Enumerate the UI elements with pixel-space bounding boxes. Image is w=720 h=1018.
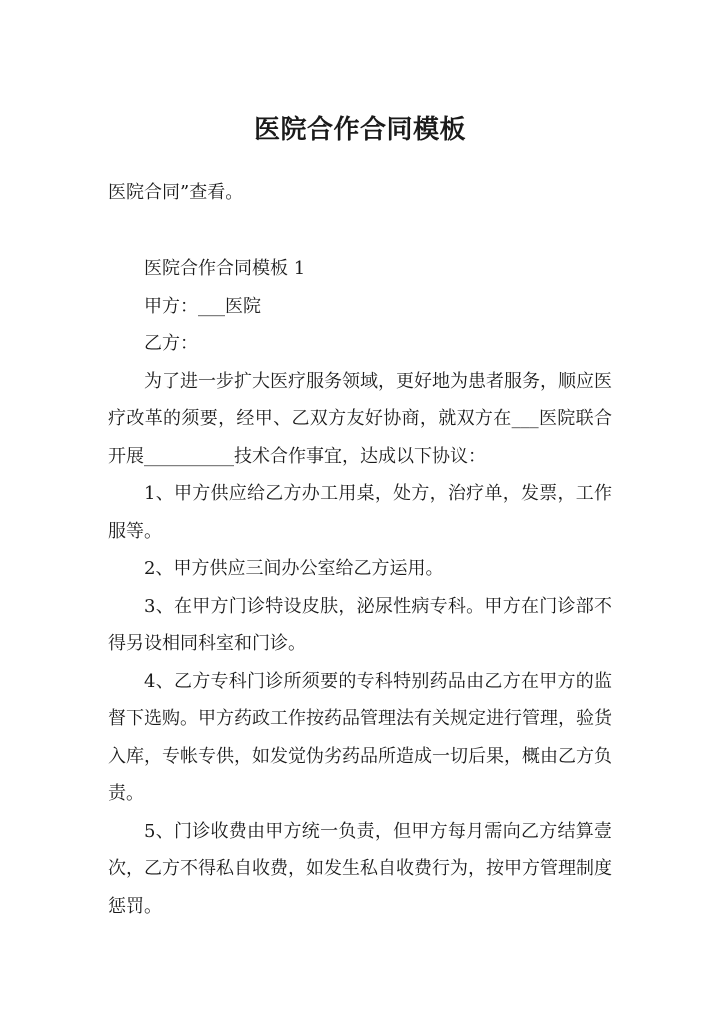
preamble-paragraph: 为了进一步扩大医疗服务领域，更好地为患者服务，顺应医疗改革的须要，经甲、乙双方友好协商，就双方在___医院联合开展__________技术合作事宜，达成以下协议： [108, 370, 612, 467]
clause-4: 4、乙方专科门诊所须要的专科特别药品由乙方在甲方的监督下选购。甲方药政工作按药品管理法有关规定进行管理，验货入库，专帐专供，如发觉伪劣药品所造成一切后果，概由乙方负责。 [108, 670, 612, 804]
clause-1: 1、甲方供应给乙方办工用桌，处方，治疗单，发票，工作服等。 [108, 483, 612, 542]
clause-3: 3、在甲方门诊特设皮肤，泌尿性病专科。甲方在门诊部不得另设相同科室和门诊。 [108, 595, 612, 654]
clause-2: 2、甲方供应三间办公室给乙方运用。 [144, 558, 444, 579]
document-body [108, 250, 612, 925]
document-title: 医院合作合同模板 [253, 115, 466, 145]
party-a-line: 甲方：___医院 [144, 295, 261, 317]
template-heading: 医院合作合同模板 1 [144, 258, 306, 279]
party-b-line: 乙方： [144, 333, 198, 354]
intro-text: 医院合同”查看。 [108, 182, 244, 203]
clause-5: 5、门诊收费由甲方统一负责，但甲方每月需向乙方结算壹次，乙方不得私自收费，如发生私自收费行为，按甲方管理制度惩罚。 [108, 820, 612, 917]
